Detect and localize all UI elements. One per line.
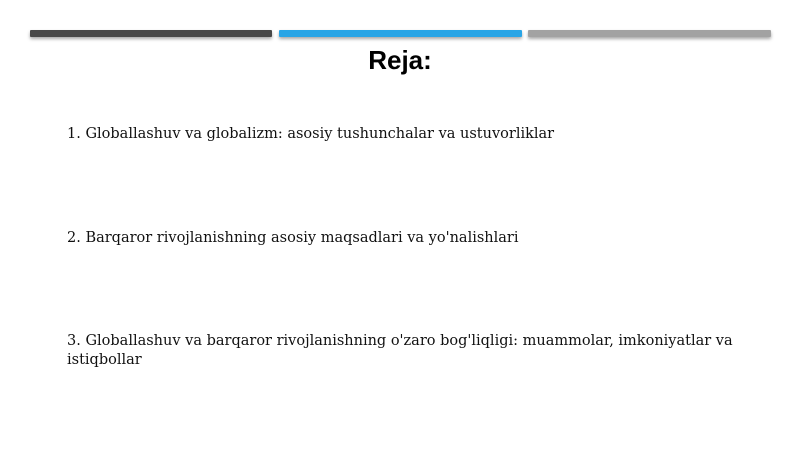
header-bar-gray xyxy=(528,30,771,37)
plan-item-3: 3. Globallashuv va barqaror rivojlanishning o'zaro bog'liqligi: muammolar, imkoniyatlar va istiqbollar xyxy=(67,333,733,368)
plan-item-2: 2. Barqaror rivojlanishning asosiy maqsadlari va yo'nalishlari xyxy=(67,230,519,246)
header-bar-dark xyxy=(30,30,272,37)
slide-title: Reja: xyxy=(368,45,432,75)
plan-item-1: 1. Globallashuv va globalizm: asosiy tushunchalar va ustuvorliklar xyxy=(67,126,555,142)
decorative-header-bars xyxy=(30,30,771,38)
header-bar-blue xyxy=(279,30,522,37)
